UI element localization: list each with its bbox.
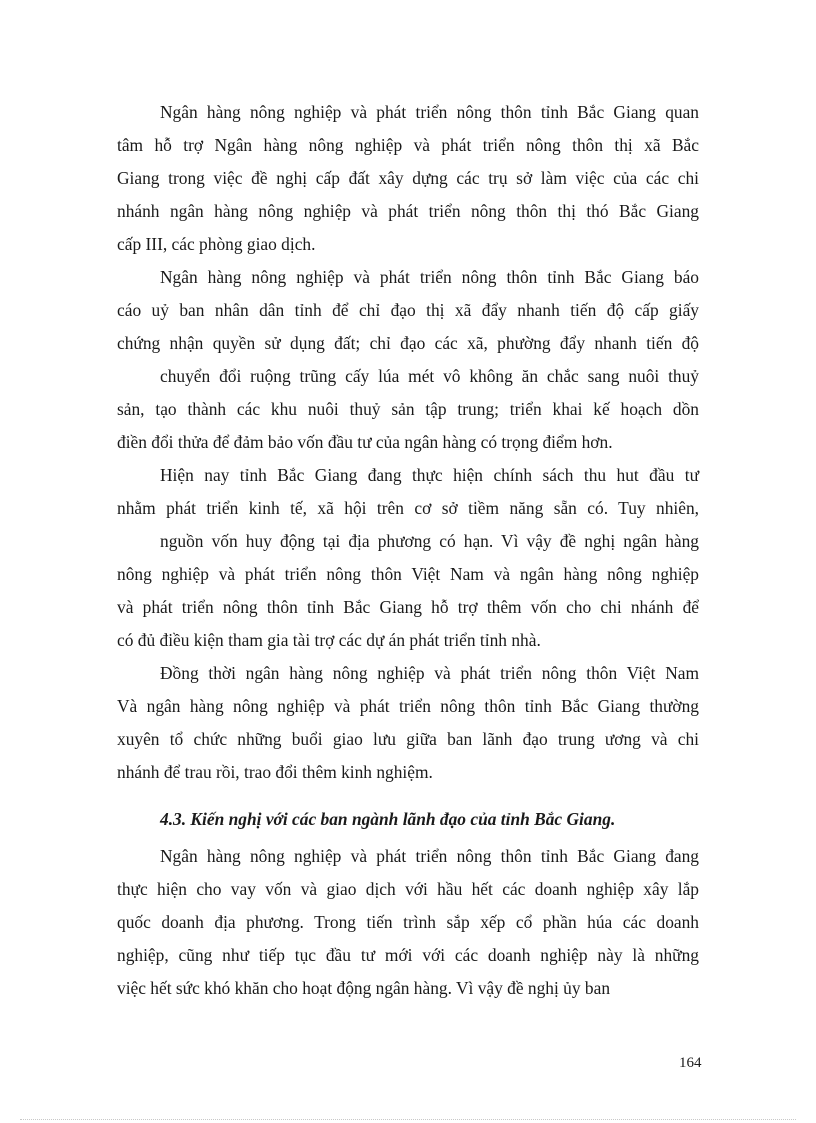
paragraph-4-line-1: Đồng thời ngân hàng nông nghiệp và phát triển nông thôn Việt Nam [160, 663, 699, 683]
section-paragraph-line-2: thực hiện cho vay vốn và giao dịch với hầu hết các doanh nghiệp xây lắp [117, 879, 699, 899]
paragraph-3-line-4: nông nghiệp và phát triển nông thôn Việt Nam và ngân hàng nông nghiệp [117, 564, 699, 584]
paragraph-2-line-4: chuyển đổi ruộng trũng cấy lúa mét vô không ăn chắc sang nuôi thuỷ [160, 366, 699, 386]
section-paragraph-line-3: quốc doanh địa phương. Trong tiến trình sắp xếp cổ phần húa các doanh [117, 912, 699, 932]
paragraph-2-line-3: chứng nhận quyền sử dụng đất; chỉ đạo các xã, phường đẩy nhanh tiến độ [117, 333, 699, 353]
paragraph-4-line-3: xuyên tổ chức những buổi giao lưu giữa ban lãnh đạo trung ương và chi [117, 729, 699, 749]
paragraph-1-line-3: Giang trong việc đề nghị cấp đất xây dựng các trụ sở làm việc của các chi [117, 168, 699, 188]
paragraph-2-line-1: Ngân hàng nông nghiệp và phát triển nông thôn tỉnh Bắc Giang báo [160, 267, 699, 287]
paragraph-2-line-6: điền đổi thửa để đảm bảo vốn đầu tư của ngân hàng có trọng điểm hơn. [117, 432, 613, 452]
section-paragraph-line-5: việc hết sức khó khăn cho hoạt động ngân hàng. Vì vậy đề nghị ủy ban [117, 978, 611, 998]
paragraph-4-line-4: nhánh để trau rồi, trao đổi thêm kinh nghiệm. [117, 762, 433, 782]
paragraph-1-line-5: cấp III, các phòng giao dịch. [117, 234, 316, 254]
section-paragraph-line-4: nghiệp, cũng như tiếp tục đầu tư mới với các doanh nghiệp này là những [117, 945, 699, 965]
paragraph-3-line-3: nguồn vốn huy động tại địa phương có hạn. Vì vậy đề nghị ngân hàng [160, 531, 699, 551]
page-bottom-divider [20, 1119, 796, 1120]
paragraph-3-line-2: nhằm phát triển kinh tế, xã hội trên cơ sở tiềm năng sẵn có. Tuy nhiên, [117, 498, 699, 518]
paragraph-4-line-2: Và ngân hàng nông nghiệp và phát triển nông thôn tỉnh Bắc Giang thường [117, 696, 699, 716]
paragraph-1-line-4: nhánh ngân hàng nông nghiệp và phát triển nông thôn thị thó Bắc Giang [117, 201, 699, 221]
section-heading: 4.3. Kiến nghị với các ban ngành lãnh đạo của tỉnh Bắc Giang. [160, 809, 616, 829]
paragraph-2-line-5: sản, tạo thành các khu nuôi thuỷ sản tập trung; triển khai kế hoạch dồn [117, 399, 699, 419]
paragraph-2-line-2: cáo uỷ ban nhân dân tỉnh để chỉ đạo thị xã đẩy nhanh tiến độ cấp giấy [117, 300, 699, 320]
paragraph-3-line-6: có đủ điều kiện tham gia tài trợ các dự án phát triển tỉnh nhà. [117, 630, 541, 650]
paragraph-3-line-5: và phát triển nông thôn tỉnh Bắc Giang hỗ trợ thêm vốn cho chi nhánh để [117, 597, 699, 617]
paragraph-1-line-2: tâm hỗ trợ Ngân hàng nông nghiệp và phát triển nông thôn thị xã Bắc [117, 135, 699, 155]
section-paragraph-line-1: Ngân hàng nông nghiệp và phát triển nông thôn tỉnh Bắc Giang đang [160, 846, 699, 866]
paragraph-1-line-1: Ngân hàng nông nghiệp và phát triển nông thôn tỉnh Bắc Giang quan [160, 102, 699, 122]
page-number: 164 [679, 1055, 702, 1071]
paragraph-3-line-1: Hiện nay tỉnh Bắc Giang đang thực hiện chính sách thu hut đầu tư [160, 465, 699, 485]
